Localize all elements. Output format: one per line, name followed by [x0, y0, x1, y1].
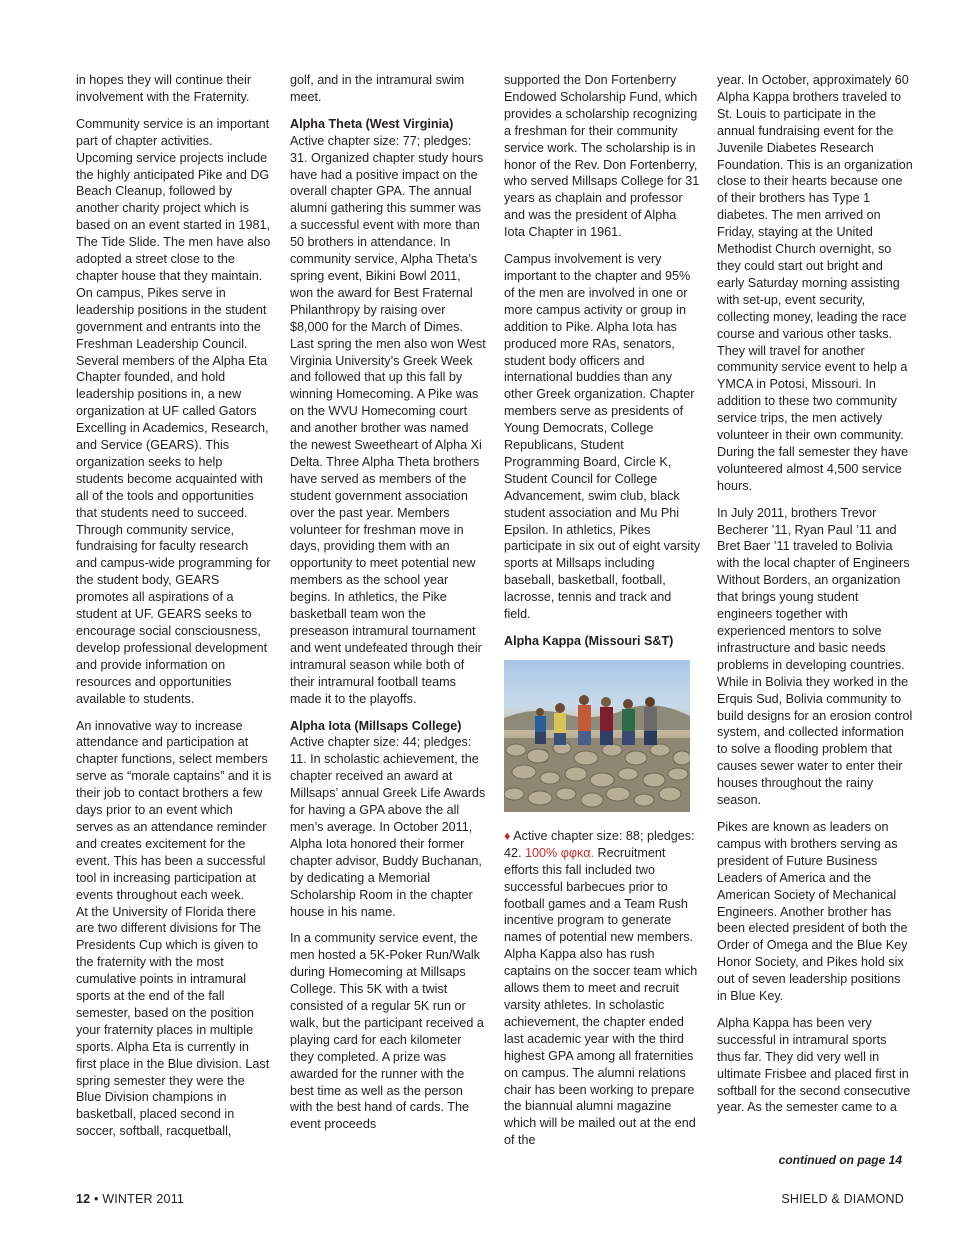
footer-issue: [76, 1192, 184, 1206]
chapter-group-photo: [504, 660, 690, 812]
paragraph: Active chapter size: 44; pledges: 11. In scholastic achievement, the chapter received an award at Millsaps’ annual Greek Life Awards for having a GPA above the all men’s average. In October 2011, Alpha Iota honored their former chapter advisor, Buddy Buchanan, by dedicating a Memorial Scholarship Room in the chapter house in his name.: [290, 735, 486, 919]
paragraph: In a community service event, the men hosted a 5K-Poker Run/Walk during Homecoming at Millsaps College. This 5K with a twist consisted of a regular 5K run or walk, but the participant received a playing card for each kilometer they completed. A prize was awarded for the runner with the best time as well as the person with the best hand of cards. The event proceeds: [290, 931, 484, 1132]
continued-note: continued on page 14: [778, 1153, 902, 1167]
column-3: [504, 72, 700, 1159]
paragraph: year. In October, approximately 60 Alpha Kappa brothers traveled to St. Louis to participate in the annual fundraising event for the Juvenile Diabetes Research Foundation. This is an organization close to their hearts because one of their brothers has Type 1 diabetes. The men arrived on Friday, staying at the United Methodist Church overnight, so they could start out bright and early Saturday morning assisting with set-up, event security, collecting money, leading the race course and various other tasks. They will travel for another community service event to help a YMCA in Potosi, Missouri. In addition to these two community service trips, the men actively volunteer in their own community. During the fall semester they have volunteered almost 4,500 service hours.: [717, 73, 913, 493]
footer-magazine-title: SHIELD & DIAMOND: [781, 1192, 904, 1206]
paragraph: supported the Don Fortenberry Endowed Scholarship Fund, which provides a scholarship recognizing a freshman for their community service work. The scholarship is in honor of the Rev. Don Fortenberry, who served Millsaps College for 31 years as chaplain and professor and was the president of Alpha Iota Chapter in 1961.: [504, 73, 700, 240]
paragraph: At the University of Florida there are two different divisions for The Presidents Cup which is given to the fraternity with the most cumulative points in intramural sports at the end of the fall semester, based on the position your fraternity places in multiple sports. Alpha Eta is currently in first place in the Blue division. Last spring semester they were the Blue Division champions in basketball, placed second in soccer, softball, racquetball,: [76, 904, 270, 1139]
photo-illustration: [504, 660, 690, 812]
section-heading-alpha-kappa: Alpha Kappa (Missouri S&T): [504, 634, 674, 648]
paragraph: ♦ Active chapter size: 88; pledges: 42. 100% φφκα. Recruitment efforts this fall included two successful barbecues prior to football games and a Team Rush incentive program to generate names of potential new members. Alpha Kappa also has rush captains on the soccer team which allows them to meet and recruit varsity athletes. In scholastic achievement, the chapter ended last academic year with the third highest GPA among all fraternities on campus. The alumni relations chair has been working to prepare the biannual alumni magazine which will be mailed out at the end of the: [504, 828, 698, 1148]
flag-icon: ♦: [504, 828, 511, 843]
paragraph: An innovative way to increase attendance and participation at chapter functions, select members serve as “morale captains” and it is their job to contact brothers a few days prior to an event which serves as an attendance reminder and creates excitement for the event. This has been a successful tool in increasing participation at events throughout each week.: [76, 718, 272, 902]
issue-date: • WINTER 2011: [90, 1192, 185, 1206]
section-heading-alpha-theta: Alpha Theta (West Virginia): [290, 116, 454, 131]
paragraph: Pikes are known as leaders on campus with brothers serving as president of Future Business Leaders of America and the American Society of Mechanical Engineers. Another brother has been elected president of both the Order of Omega and the Blue Key Honor Society, and Pikes hold six out of seven leadership positions in Blue Key.: [717, 819, 908, 1004]
column-1: [76, 72, 272, 1150]
paragraph: In July 2011, brothers Trevor Becherer ’11, Ryan Paul ’11 and Bret Baer ’11 traveled to Bolivia with the local chapter of Engineers Without Borders, an organization that brings young student engineers together with experienced mentors to solve infrastructure and basic needs problems in developing countries. While in Bolivia they worked in the Erquis Sud, Bolivia community to build designs for an erosion control system, and collected information to solve a flooding problem that causes sewer water to enter their houses throughout the rainy season.: [717, 505, 913, 808]
section-heading-alpha-iota: Alpha Iota (Millsaps College): [290, 718, 462, 733]
paragraph: Alpha Kappa has been very successful in intramural sports thus far. They did very well in ultimate Frisbee and placed first in softball for the second consecutive year. As the semester came to a: [717, 1015, 911, 1115]
paragraph: Active chapter size: 77; pledges: 31. Organized chapter study hours have had a positive impact on the overall chapter GPA. The annual alumni gathering this summer was a successful event with more than 50 brothers in attendance. In community service, Alpha Theta’s spring event, Bikini Bowl 2011, won the award for Best Fraternal Philanthropy by raising over $8,000 for the March of Dimes. Last spring the men also won West Virginia University’s Greek Week and followed that up this fall by winning Homecoming. A Pike was on the WVU Homecoming court and another brother was named the newest Sweetheart of Alpha Xi Delta. Three Alpha Theta brothers have served as members of the student government association over the past year. Members volunteer for freshman move in days, providing them with an opportunity to meet potential new members as the school year begins. In athletics, the Pike basketball team won the preseason intramural tournament and went undefeated through their intramural season while both of their intramural football teams made it to the playoffs.: [290, 133, 486, 706]
paragraph: in hopes they will continue their involvement with the Fraternity.: [76, 73, 252, 104]
paragraph: golf, and in the intramural swim meet.: [290, 73, 465, 104]
paragraph: Campus involvement is very important to the chapter and 95% of the men are involved in one or more campus activity or group in addition to Pike. Alpha Iota has produced more RAs, senators, student body officers and international buddies than any other Greek organization. Chapter members serve as presidents of Young Democrats, College Republicans, Student Programming Board, Circle K, Student Council for College Advancement, swim club, black student association and Mu Phi Epsilon. In athletics, Pikes participate in six out of eight varsity sports at Millsaps including baseball, basketball, football, lacrosse, tennis and track and field.: [504, 252, 700, 622]
page-number: 12: [76, 1192, 91, 1206]
column-4: [717, 72, 913, 1126]
greek-motto: 100% φφκα.: [525, 845, 594, 860]
column-2: [290, 72, 486, 1143]
paragraph: Community service is an important part of chapter activities. Upcoming service projects include the highly anticipated Pike and DG Beach Cleanup, followed by another charity project which is based on an event started in 1981, The Tide Slide. The men have also adopted a street close to the chapter house that they maintain. On campus, Pikes serve in leadership positions in the student government and entrants into the Freshman Leadership Council. Several members of the Alpha Eta Chapter founded, and hold leadership positions in, a new organization at UF called Gators Excelling in Academics, Research, and Service (GEARS). This organization seeks to help students become acquainted with all of the tools and opportunities that students need to succeed. Through community service, fundraising for faculty research and campus-wide programming for the student body, GEARS promotes all aspirations of a student at UF. GEARS seeks to encourage social consciousness, develop professional development and provide information on resources and opportunities available to students.: [76, 116, 271, 706]
